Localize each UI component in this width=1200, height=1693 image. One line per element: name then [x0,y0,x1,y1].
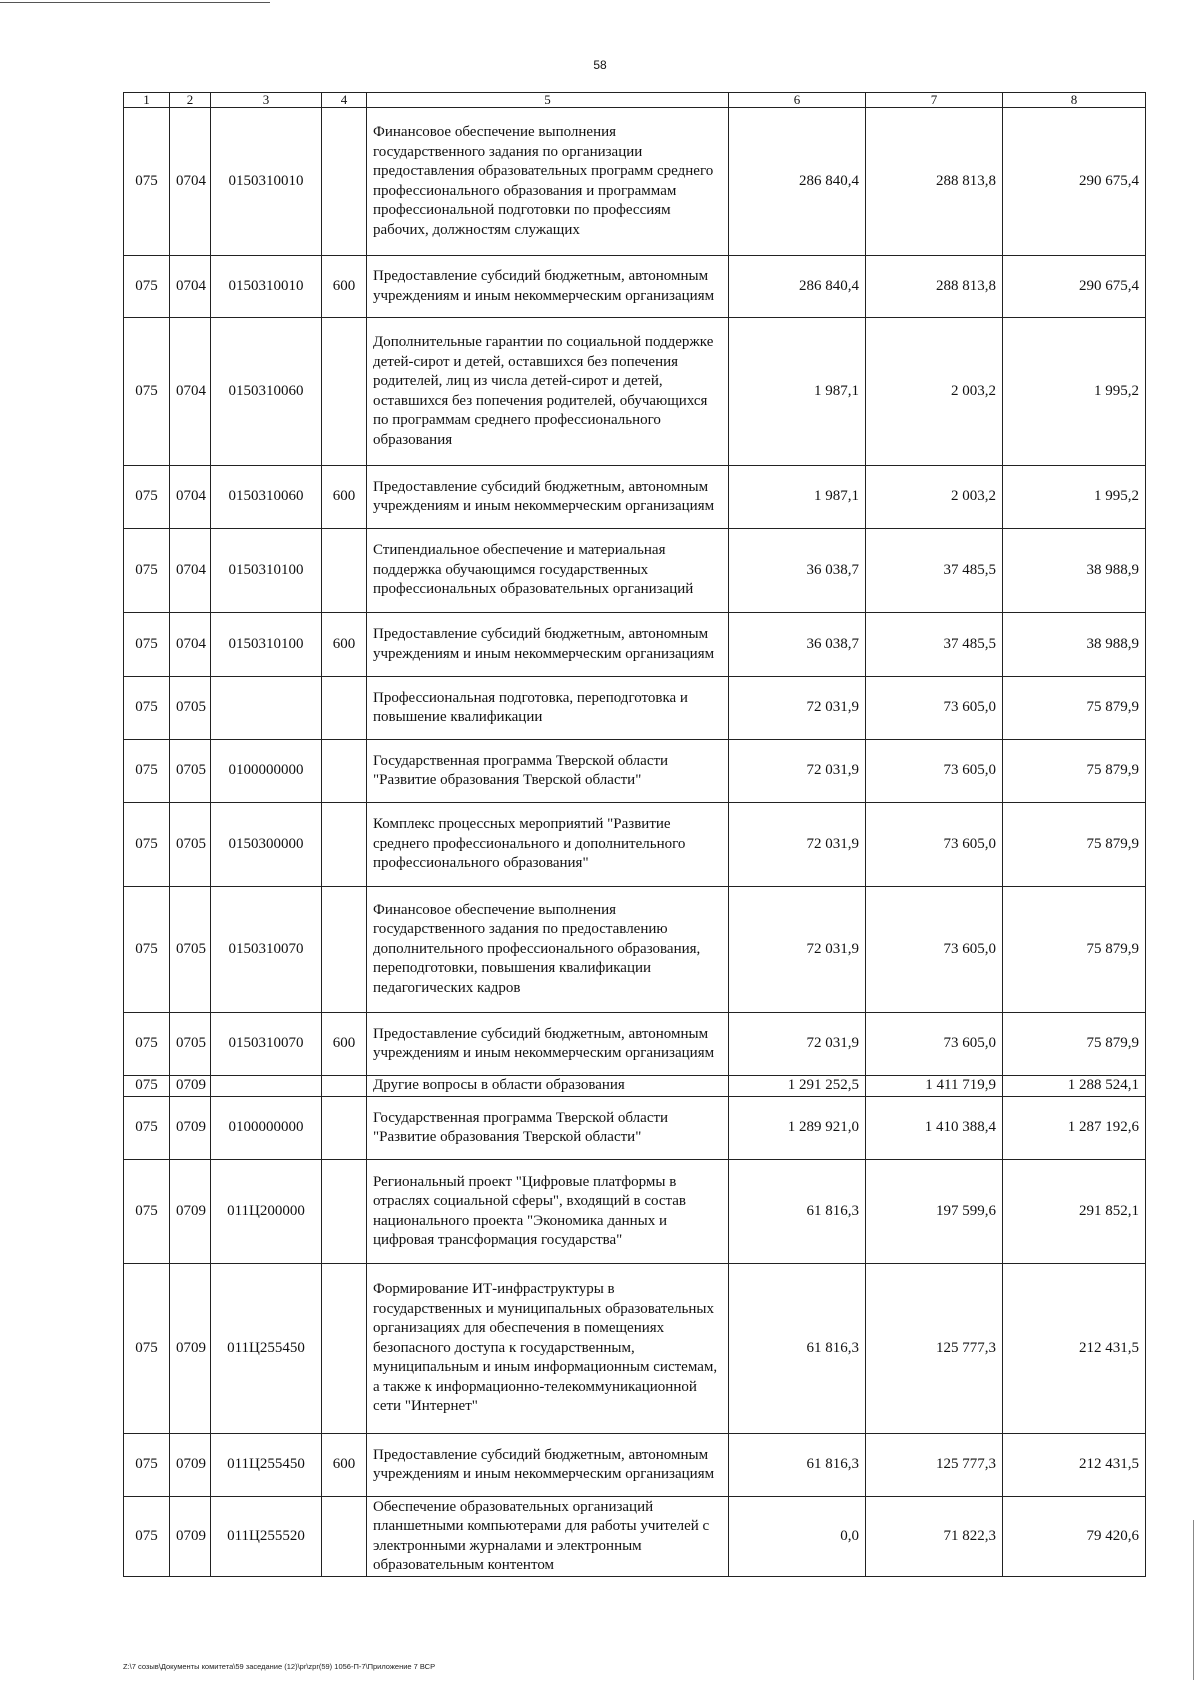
cell-c5: Финансовое обеспечение выполнения государственного задания по организации предоставления образовательных программ среднего профессионального образования и программам профессиональной подготовки по профессиям рабочих, должностям служащих [367,108,729,256]
cell-c6: 1 987,1 [729,318,866,466]
cell-c7: 288 813,8 [866,256,1003,318]
cell-c2: 0705 [170,803,211,887]
cell-c3: 011Ц200000 [211,1160,322,1264]
cell-c5: Комплекс процессных мероприятий "Развитие среднего профессионального и дополнительного профессионального образования" [367,803,729,887]
cell-c3: 0150310070 [211,887,322,1013]
cell-c2: 0709 [170,1264,211,1434]
cell-c3: 0150310100 [211,529,322,613]
cell-c7: 1 410 388,4 [866,1097,1003,1160]
cell-c7: 71 822,3 [866,1497,1003,1577]
cell-c2: 0709 [170,1097,211,1160]
table-row [124,1013,1146,1076]
table-row [124,613,1146,677]
cell-c7: 2 003,2 [866,466,1003,529]
cell-c5: Профессиональная подготовка, переподготовка и повышение квалификации [367,677,729,740]
cell-c6: 1 291 252,5 [729,1076,866,1097]
table-row [124,529,1146,613]
cell-c1: 075 [124,1497,170,1577]
cell-c6: 286 840,4 [729,108,866,256]
column-number-row [124,93,1146,108]
cell-c1: 075 [124,1160,170,1264]
cell-c4 [322,529,367,613]
cell-c6: 61 816,3 [729,1264,866,1434]
cell-c8: 75 879,9 [1003,803,1146,887]
cell-c1: 075 [124,1434,170,1497]
cell-c4 [322,108,367,256]
cell-c1: 075 [124,1013,170,1076]
cell-c6: 1 987,1 [729,466,866,529]
table-row [124,1076,1146,1097]
col-header: 1 [124,93,170,108]
cell-c1: 075 [124,318,170,466]
cell-c5: Обеспечение образовательных организаций планшетными компьютерами для работы учителей с электронными журналами и электронным образовательным контентом [367,1497,729,1577]
cell-c7: 73 605,0 [866,677,1003,740]
cell-c3 [211,1076,322,1097]
cell-c2: 0709 [170,1497,211,1577]
cell-c8: 75 879,9 [1003,1013,1146,1076]
cell-c7: 37 485,5 [866,613,1003,677]
cell-c1: 075 [124,108,170,256]
cell-c3: 0100000000 [211,1097,322,1160]
cell-c4: 600 [322,1013,367,1076]
cell-c7: 1 411 719,9 [866,1076,1003,1097]
cell-c2: 0709 [170,1160,211,1264]
cell-c8: 38 988,9 [1003,613,1146,677]
cell-c7: 2 003,2 [866,318,1003,466]
cell-c4 [322,1160,367,1264]
cell-c6: 72 031,9 [729,677,866,740]
table-row [124,740,1146,803]
cell-c2: 0704 [170,529,211,613]
cell-c2: 0709 [170,1076,211,1097]
cell-c6: 72 031,9 [729,740,866,803]
cell-c5: Региональный проект "Цифровые платформы в отраслях социальной сферы", входящий в состав национального проекта "Экономика данных и цифровая трансформация государства" [367,1160,729,1264]
col-header: 7 [866,93,1003,108]
cell-c3: 011Ц255450 [211,1434,322,1497]
cell-c8: 212 431,5 [1003,1264,1146,1434]
cell-c2: 0709 [170,1434,211,1497]
table-row [124,318,1146,466]
cell-c3: 011Ц255450 [211,1264,322,1434]
cell-c1: 075 [124,466,170,529]
budget-table [123,92,1146,1577]
cell-c8: 79 420,6 [1003,1497,1146,1577]
cell-c6: 72 031,9 [729,1013,866,1076]
table-row [124,887,1146,1013]
page-number: 58 [593,58,607,72]
scan-edge-line [1193,1520,1194,1680]
cell-c4: 600 [322,256,367,318]
cell-c1: 075 [124,740,170,803]
cell-c8: 1 287 192,6 [1003,1097,1146,1160]
cell-c4 [322,887,367,1013]
cell-c4 [322,677,367,740]
cell-c4: 600 [322,466,367,529]
cell-c6: 0,0 [729,1497,866,1577]
cell-c7: 288 813,8 [866,108,1003,256]
cell-c1: 075 [124,1076,170,1097]
cell-c8: 1 995,2 [1003,318,1146,466]
table-row [124,677,1146,740]
cell-c2: 0705 [170,677,211,740]
cell-c4 [322,740,367,803]
cell-c4 [322,1097,367,1160]
cell-c2: 0705 [170,887,211,1013]
cell-c8: 38 988,9 [1003,529,1146,613]
table-row [124,256,1146,318]
cell-c1: 075 [124,256,170,318]
cell-c5: Дополнительные гарантии по социальной поддержке детей-сирот и детей, оставшихся без попечения родителей, лиц из числа детей-сирот и детей, оставшихся без попечения родителей, обучающихся по программам среднего профессионального образования [367,318,729,466]
cell-c4: 600 [322,1434,367,1497]
cell-c2: 0704 [170,318,211,466]
cell-c5: Государственная программа Тверской области "Развитие образования Тверской области" [367,1097,729,1160]
cell-c3: 0150310060 [211,318,322,466]
cell-c8: 1 288 524,1 [1003,1076,1146,1097]
cell-c5: Стипендиальное обеспечение и материальная поддержка обучающимся государственных профессиональных образовательных организаций [367,529,729,613]
cell-c1: 075 [124,803,170,887]
cell-c1: 075 [124,1097,170,1160]
cell-c8: 291 852,1 [1003,1160,1146,1264]
cell-c8: 290 675,4 [1003,108,1146,256]
table-row [124,1434,1146,1497]
cell-c3: 0150310100 [211,613,322,677]
cell-c6: 286 840,4 [729,256,866,318]
cell-c7: 73 605,0 [866,1013,1003,1076]
cell-c7: 73 605,0 [866,740,1003,803]
cell-c5: Предоставление субсидий бюджетным, автономным учреждениям и иным некоммерческим организациям [367,466,729,529]
cell-c6: 61 816,3 [729,1160,866,1264]
cell-c2: 0704 [170,256,211,318]
cell-c4 [322,1497,367,1577]
cell-c1: 075 [124,613,170,677]
table-row [124,1097,1146,1160]
cell-c3: 0100000000 [211,740,322,803]
cell-c3: 0150310010 [211,256,322,318]
table-row [124,1160,1146,1264]
cell-c6: 72 031,9 [729,803,866,887]
cell-c5: Государственная программа Тверской области "Развитие образования Тверской области" [367,740,729,803]
table-row [124,108,1146,256]
cell-c6: 61 816,3 [729,1434,866,1497]
cell-c5: Другие вопросы в области образования [367,1076,729,1097]
cell-c1: 075 [124,887,170,1013]
cell-c2: 0705 [170,1013,211,1076]
cell-c5: Предоставление субсидий бюджетным, автономным учреждениям и иным некоммерческим организациям [367,1434,729,1497]
cell-c2: 0704 [170,613,211,677]
cell-c7: 125 777,3 [866,1264,1003,1434]
cell-c7: 37 485,5 [866,529,1003,613]
cell-c4 [322,318,367,466]
cell-c8: 75 879,9 [1003,677,1146,740]
cell-c5: Финансовое обеспечение выполнения государственного задания по предоставлению дополнительного профессионального образования, переподготовки, повышения квалификации педагогических кадров [367,887,729,1013]
col-header: 6 [729,93,866,108]
table-row [124,1497,1146,1577]
col-header: 8 [1003,93,1146,108]
cell-c7: 125 777,3 [866,1434,1003,1497]
cell-c8: 212 431,5 [1003,1434,1146,1497]
cell-c6: 1 289 921,0 [729,1097,866,1160]
cell-c3: 0150310070 [211,1013,322,1076]
cell-c8: 75 879,9 [1003,887,1146,1013]
cell-c6: 36 038,7 [729,529,866,613]
table-row [124,1264,1146,1434]
cell-c5: Предоставление субсидий бюджетным, автономным учреждениям и иным некоммерческим организациям [367,256,729,318]
col-header: 5 [367,93,729,108]
cell-c1: 075 [124,677,170,740]
table-row [124,803,1146,887]
cell-c3 [211,677,322,740]
cell-c2: 0704 [170,108,211,256]
cell-c8: 1 995,2 [1003,466,1146,529]
table-row [124,466,1146,529]
cell-c3: 0150310060 [211,466,322,529]
cell-c5: Предоставление субсидий бюджетным, автономным учреждениям и иным некоммерческим организациям [367,613,729,677]
cell-c6: 72 031,9 [729,887,866,1013]
cell-c1: 075 [124,1264,170,1434]
cell-c7: 197 599,6 [866,1160,1003,1264]
cell-c1: 075 [124,529,170,613]
cell-c4 [322,803,367,887]
cell-c3: 0150300000 [211,803,322,887]
cell-c7: 73 605,0 [866,803,1003,887]
cell-c4 [322,1264,367,1434]
cell-c4: 600 [322,613,367,677]
cell-c5: Предоставление субсидий бюджетным, автономным учреждениям и иным некоммерческим организациям [367,1013,729,1076]
cell-c2: 0705 [170,740,211,803]
cell-c8: 75 879,9 [1003,740,1146,803]
cell-c5: Формирование ИТ-инфраструктуры в государственных и муниципальных образовательных организациях для обеспечения в помещениях безопасного доступа к государственным, муниципальным и иным информационным системам, а также к информационно-телекоммуникационной сети "Интернет" [367,1264,729,1434]
cell-c6: 36 038,7 [729,613,866,677]
cell-c3: 0150310010 [211,108,322,256]
col-header: 4 [322,93,367,108]
cell-c3: 011Ц255520 [211,1497,322,1577]
col-header: 2 [170,93,211,108]
cell-c2: 0704 [170,466,211,529]
cell-c8: 290 675,4 [1003,256,1146,318]
cell-c7: 73 605,0 [866,887,1003,1013]
cell-c4 [322,1076,367,1097]
col-header: 3 [211,93,322,108]
scan-edge-line [0,2,270,3]
file-path-footer: Z:\7 созыв\Документы комитета\59 заседание (12)\pr\zpr(59) 1056-П-7\Приложение 7 ВСР [123,1662,436,1671]
